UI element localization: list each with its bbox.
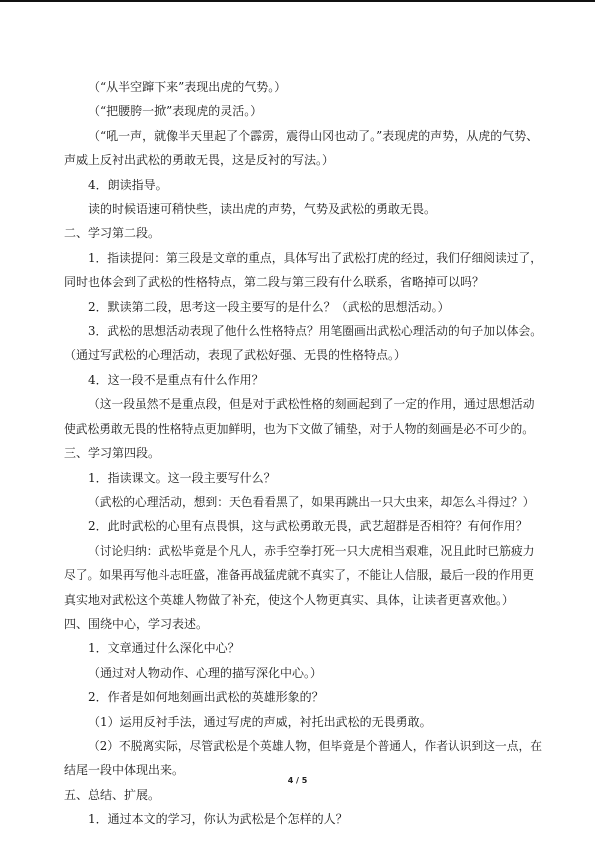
text-line: 2．此时武松的心里有点畏惧，这与武松勇敢无畏，武艺超群是否相符？有何作用？	[88, 519, 528, 534]
text-line: 4．这一段不是重点有什么作用？	[88, 372, 264, 387]
text-line: 尽了。如果再写他斗志旺盛，准备再战猛虎就不真实了，不能让人信服，最后一段的作用更	[64, 568, 534, 583]
text-line: 真实地对武松这个英雄人物做了补充，使这个人物更真实、具体，让读者更喜欢他。）	[64, 592, 515, 607]
document-body	[64, 75, 542, 832]
text-line: （“从半空蹿下来”表现出虎的气势。）	[88, 80, 287, 94]
text-line: 2．默读第二段，思考这一段主要写的是什么？（武松的思想活动。）	[88, 299, 450, 314]
text-line: 四、围绕中心，学习表述。	[64, 616, 209, 631]
text-line: 3．武松的思想活动表现了他什么性格特点？用笔圈画出武松心理活动的句子加以体会。	[88, 324, 542, 339]
text-line: （2）不脱离实际，尽管武松是个英雄人物，但毕竟是个普通人，作者认识到这一点，在	[88, 738, 542, 753]
text-line: 2．作者是如何地刻画出武松的英雄形象的？	[88, 690, 324, 705]
text-line: 1．指读课文。这一段主要写什么？	[88, 470, 276, 485]
text-line: 五、总结、扩展。	[64, 787, 161, 802]
text-line: （武松的心理活动，想到：天色看看黑了，如果再跳出一只大虫来，却怎么斗得过？）	[88, 494, 535, 509]
text-line: 1．文章通过什么深化中心？	[88, 641, 240, 656]
text-line: 使武松勇敢无畏的性格特点更加鲜明，也为下文做了铺垫，对于人物的刻画是必不可少的。	[64, 421, 534, 436]
text-line: 4．朗读指导。	[88, 177, 168, 192]
text-line: 读的时候语速可稍快些，读出虎的声势，气势及武松的勇敢无畏。	[88, 202, 437, 217]
text-line: （通过写武松的心理活动，表现了武松好强、无畏的性格特点。）	[64, 348, 407, 363]
text-line: （这一段虽然不是重点段，但是对于武松性格的刻画起到了一定的作用，通过思想活动	[88, 397, 535, 412]
text-line: （“吼一声，就像半天里起了个霹雳，震得山冈也动了。”表现虎的声势，从虎的气势、	[88, 128, 539, 143]
header-rule	[0, 0, 595, 2]
text-line: （通过对人物动作、心理的描写深化中心。）	[88, 665, 323, 680]
text-line: 同时也体会到了武松的性格特点，第二段与第三段有什么联系，省略掉可以吗？	[64, 275, 485, 290]
text-line: 1．指读提问：第三段是文章的重点，具体写出了武松打虎的经过，我们仔细阅读过了，	[88, 250, 542, 265]
text-line: （“把腰胯一掀”表现虎的灵活。）	[88, 104, 263, 119]
text-line: 二、学习第二段。	[64, 226, 161, 241]
text-line: （讨论归纳：武松毕竟是个凡人，赤手空拳打死一只大虎相当艰难，况且此时已筋疲力	[88, 543, 535, 558]
text-line: 三、学习第四段。	[64, 446, 161, 461]
text-line: （1）运用反衬手法，通过写虎的声威，衬托出武松的无畏勇敢。	[88, 714, 432, 729]
page-number: 4 / 5	[287, 776, 308, 785]
text-line: 声威上反衬出武松的勇敢无畏，这是反衬的写法。）	[64, 153, 335, 168]
text-line: 结尾一段中体现出来。	[64, 763, 185, 778]
text-line: 1．通过本文的学习，你认为武松是个怎样的人？	[88, 812, 348, 827]
